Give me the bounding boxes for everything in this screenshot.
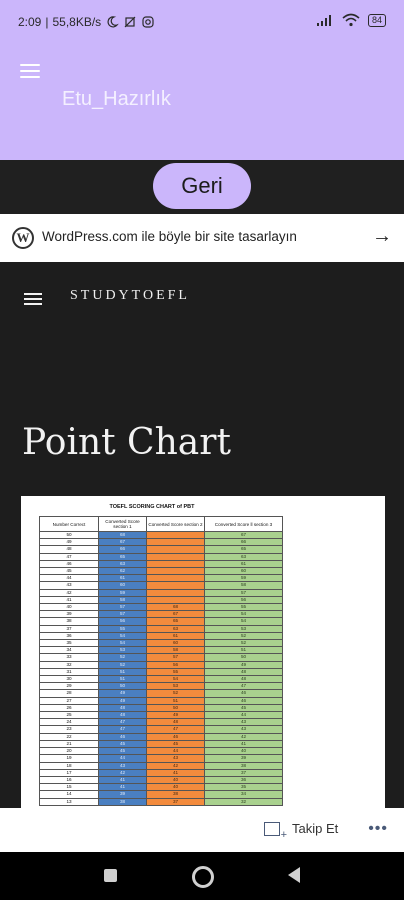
table-cell: 58 <box>205 582 283 589</box>
back-button-bar <box>0 160 404 214</box>
table-row <box>40 769 283 776</box>
table-cell: 65 <box>205 546 283 553</box>
table-cell <box>147 560 205 567</box>
site-content <box>0 262 404 808</box>
header-section-2: Converted Score section 2 <box>147 517 205 532</box>
table-row <box>40 618 283 625</box>
table-cell: 25 <box>40 712 99 719</box>
wordpress-banner-text: WordPress.com ile böyle bir site tasarlayın <box>42 229 297 244</box>
table-cell: 40 <box>147 776 205 783</box>
table-cell: 32 <box>205 798 283 805</box>
hamburger-icon[interactable] <box>20 60 40 82</box>
table-cell: 40 <box>40 604 99 611</box>
table-row <box>40 611 283 618</box>
table-row <box>40 726 283 733</box>
table-row <box>40 654 283 661</box>
table-cell: 28 <box>40 690 99 697</box>
battery-icon <box>368 14 386 27</box>
recents-icon[interactable] <box>104 869 117 882</box>
point-chart-image <box>21 496 385 808</box>
table-cell: 53 <box>147 683 205 690</box>
table-cell: 58 <box>147 647 205 654</box>
table-cell: 57 <box>99 611 147 618</box>
table-cell: 42 <box>205 733 283 740</box>
table-cell: 48 <box>147 719 205 726</box>
table-cell: 61 <box>99 575 147 582</box>
table-cell: 53 <box>205 625 283 632</box>
table-cell: 45 <box>99 748 147 755</box>
more-icon[interactable]: ••• <box>368 820 388 837</box>
table-cell: 42 <box>40 589 99 596</box>
table-cell: 43 <box>99 762 147 769</box>
table-cell: 41 <box>99 776 147 783</box>
table-cell: 54 <box>99 640 147 647</box>
table-cell: 46 <box>205 690 283 697</box>
table-row <box>40 532 283 539</box>
wordpress-banner[interactable] <box>0 214 404 263</box>
table-cell: 55 <box>147 668 205 675</box>
table-row <box>40 798 283 805</box>
table-cell: 66 <box>205 539 283 546</box>
page-title: Point Chart <box>22 422 231 464</box>
table-cell: 54 <box>147 676 205 683</box>
table-header-row <box>40 517 283 532</box>
table-cell: 48 <box>99 712 147 719</box>
table-cell: 58 <box>99 596 147 603</box>
table-cell: 38 <box>205 762 283 769</box>
table-cell: 39 <box>40 611 99 618</box>
battery-level: 84 <box>371 14 382 25</box>
table-cell <box>147 582 205 589</box>
table-cell: 52 <box>147 690 205 697</box>
table-row <box>40 640 283 647</box>
table-cell: 35 <box>40 640 99 647</box>
table-cell: 40 <box>147 784 205 791</box>
signal-icon <box>316 14 334 26</box>
table-cell <box>147 589 205 596</box>
table-cell: 57 <box>147 654 205 661</box>
table-row <box>40 668 283 675</box>
table-row <box>40 539 283 546</box>
table-cell: 31 <box>40 668 99 675</box>
table-row <box>40 733 283 740</box>
table-cell: 63 <box>205 553 283 560</box>
table-cell: 24 <box>40 719 99 726</box>
table-cell: 63 <box>147 625 205 632</box>
table-cell: 62 <box>99 568 147 575</box>
table-cell <box>147 553 205 560</box>
table-cell: 57 <box>99 604 147 611</box>
table-row <box>40 582 283 589</box>
table-cell: 21 <box>40 740 99 747</box>
table-row <box>40 712 283 719</box>
table-cell: 67 <box>99 539 147 546</box>
table-row <box>40 690 283 697</box>
table-cell: 47 <box>99 719 147 726</box>
table-cell: 45 <box>205 704 283 711</box>
app-title: Etu_Hazırlık <box>62 88 171 110</box>
table-row <box>40 697 283 704</box>
table-cell: 41 <box>205 740 283 747</box>
table-row <box>40 755 283 762</box>
table-cell: 49 <box>99 697 147 704</box>
table-cell: 67 <box>147 611 205 618</box>
table-cell <box>147 575 205 582</box>
table-cell: 20 <box>40 748 99 755</box>
status-left <box>18 15 155 29</box>
table-cell: 46 <box>205 697 283 704</box>
table-cell: 43 <box>205 719 283 726</box>
app-bar <box>0 44 404 160</box>
status-speed: 55,8KB/s <box>52 15 102 29</box>
table-cell: 33 <box>40 654 99 661</box>
table-cell: 56 <box>205 596 283 603</box>
table-cell: 45 <box>147 740 205 747</box>
table-cell: 45 <box>99 740 147 747</box>
table-cell: 13 <box>40 798 99 805</box>
table-cell: 32 <box>40 661 99 668</box>
table-cell: 39 <box>205 755 283 762</box>
moon-icon <box>105 15 119 29</box>
follow-icon <box>264 822 280 836</box>
table-cell: 27 <box>40 697 99 704</box>
follow-label: Takip Et <box>292 821 339 836</box>
table-cell: 55 <box>205 604 283 611</box>
table-cell: 55 <box>99 625 147 632</box>
table-cell: 50 <box>99 683 147 690</box>
wifi-icon <box>342 13 360 27</box>
status-time: 2:09 <box>18 15 42 29</box>
table-cell: 50 <box>205 654 283 661</box>
table-cell: 51 <box>99 676 147 683</box>
table-cell: 45 <box>40 568 99 575</box>
table-cell: 38 <box>40 618 99 625</box>
mute-icon <box>123 15 137 29</box>
home-icon[interactable] <box>192 866 214 888</box>
table-row <box>40 625 283 632</box>
table-cell: 48 <box>205 668 283 675</box>
table-cell: 49 <box>147 712 205 719</box>
table-cell: 46 <box>40 560 99 567</box>
table-cell: 59 <box>205 575 283 582</box>
site-menu-icon[interactable] <box>24 290 42 308</box>
table-cell <box>147 546 205 553</box>
table-row <box>40 546 283 553</box>
table-cell: 59 <box>99 589 147 596</box>
table-row <box>40 791 283 798</box>
table-cell: 51 <box>147 697 205 704</box>
table-row <box>40 719 283 726</box>
table-cell: 30 <box>40 676 99 683</box>
table-cell: 51 <box>205 647 283 654</box>
table-cell: 54 <box>205 618 283 625</box>
table-row <box>40 776 283 783</box>
table-cell: 60 <box>205 568 283 575</box>
table-cell: 61 <box>205 560 283 567</box>
table-cell: 46 <box>99 733 147 740</box>
table-cell: 50 <box>40 532 99 539</box>
table-row <box>40 568 283 575</box>
footer-bar <box>0 808 404 852</box>
table-cell: 19 <box>40 755 99 762</box>
table-cell: 47 <box>147 726 205 733</box>
table-cell: 68 <box>99 532 147 539</box>
arrow-right-icon[interactable]: → <box>372 225 392 247</box>
table-cell: 29 <box>40 683 99 690</box>
table-cell: 38 <box>147 791 205 798</box>
table-cell: 52 <box>205 632 283 639</box>
header-number-correct: Number Correct <box>40 517 99 532</box>
table-row <box>40 748 283 755</box>
table-row <box>40 647 283 654</box>
table-cell: 41 <box>40 596 99 603</box>
table-cell: 52 <box>99 661 147 668</box>
table-cell: 15 <box>40 784 99 791</box>
table-cell: 44 <box>147 748 205 755</box>
image-title: TOEFL SCORING CHART of PBT <box>109 504 195 510</box>
table-row <box>40 596 283 603</box>
table-cell <box>147 539 205 546</box>
table-cell: 43 <box>205 726 283 733</box>
table-row <box>40 560 283 567</box>
table-cell: 47 <box>205 683 283 690</box>
table-cell: 44 <box>205 712 283 719</box>
table-cell: 54 <box>205 611 283 618</box>
table-cell: 57 <box>205 589 283 596</box>
table-cell: 41 <box>147 769 205 776</box>
table-row <box>40 784 283 791</box>
table-cell: 18 <box>40 762 99 769</box>
status-right <box>316 13 386 27</box>
scoring-table <box>39 516 283 806</box>
table-cell: 52 <box>205 640 283 647</box>
table-cell: 54 <box>99 632 147 639</box>
table-cell: 49 <box>205 661 283 668</box>
table-row <box>40 553 283 560</box>
wordpress-logo-icon <box>12 227 34 249</box>
table-row <box>40 589 283 596</box>
table-row <box>40 632 283 639</box>
table-cell: 22 <box>40 733 99 740</box>
back-icon[interactable] <box>288 867 300 883</box>
table-cell: 44 <box>40 575 99 582</box>
table-cell: 44 <box>99 755 147 762</box>
table-row <box>40 604 283 611</box>
table-cell: 16 <box>40 776 99 783</box>
table-cell: 49 <box>40 539 99 546</box>
table-cell: 40 <box>205 748 283 755</box>
table-cell: 48 <box>99 704 147 711</box>
table-cell: 37 <box>205 769 283 776</box>
table-cell: 43 <box>40 582 99 589</box>
table-cell: 39 <box>99 791 147 798</box>
table-cell: 51 <box>99 668 147 675</box>
table-cell: 41 <box>99 784 147 791</box>
table-cell: 14 <box>40 791 99 798</box>
table-cell <box>147 568 205 575</box>
table-cell <box>147 596 205 603</box>
table-cell: 49 <box>99 690 147 697</box>
table-cell: 26 <box>40 704 99 711</box>
table-cell: 52 <box>99 654 147 661</box>
table-cell: 17 <box>40 769 99 776</box>
table-cell: 65 <box>147 618 205 625</box>
table-cell: 34 <box>205 791 283 798</box>
table-cell: 66 <box>99 546 147 553</box>
table-row <box>40 575 283 582</box>
table-cell: 65 <box>99 553 147 560</box>
table-cell: 36 <box>40 632 99 639</box>
instagram-icon <box>141 15 155 29</box>
table-cell <box>147 532 205 539</box>
table-cell: 38 <box>99 798 147 805</box>
table-cell: 61 <box>147 632 205 639</box>
table-cell: 35 <box>205 784 283 791</box>
table-cell: 56 <box>99 618 147 625</box>
table-cell: 60 <box>99 582 147 589</box>
table-cell: 46 <box>147 733 205 740</box>
table-row <box>40 762 283 769</box>
table-row <box>40 676 283 683</box>
site-brand[interactable]: STUDYTOEFL <box>70 288 190 303</box>
table-row <box>40 661 283 668</box>
system-nav-bar <box>0 852 404 900</box>
table-cell: 63 <box>99 560 147 567</box>
status-bar <box>0 0 404 44</box>
table-cell: 48 <box>205 676 283 683</box>
table-cell: 60 <box>147 640 205 647</box>
table-cell: 53 <box>99 647 147 654</box>
table-row <box>40 740 283 747</box>
table-cell: 48 <box>40 546 99 553</box>
table-cell: 68 <box>147 604 205 611</box>
header-section-1: Converted Score section 1 <box>99 517 147 532</box>
table-cell: 36 <box>205 776 283 783</box>
table-cell: 43 <box>147 755 205 762</box>
table-row <box>40 704 283 711</box>
back-button[interactable]: Geri <box>153 163 251 209</box>
status-separator: | <box>45 15 49 29</box>
follow-button[interactable] <box>264 821 338 836</box>
table-cell: 50 <box>147 704 205 711</box>
table-cell: 47 <box>40 553 99 560</box>
table-row <box>40 683 283 690</box>
table-cell: 37 <box>147 798 205 805</box>
table-cell: 37 <box>40 625 99 632</box>
header-section-3: Converted Score ll section 3 <box>205 517 283 532</box>
table-cell: 42 <box>99 769 147 776</box>
table-cell: 56 <box>147 661 205 668</box>
table-cell: 34 <box>40 647 99 654</box>
table-cell: 67 <box>205 532 283 539</box>
table-cell: 23 <box>40 726 99 733</box>
table-cell: 47 <box>99 726 147 733</box>
table-cell: 42 <box>147 762 205 769</box>
